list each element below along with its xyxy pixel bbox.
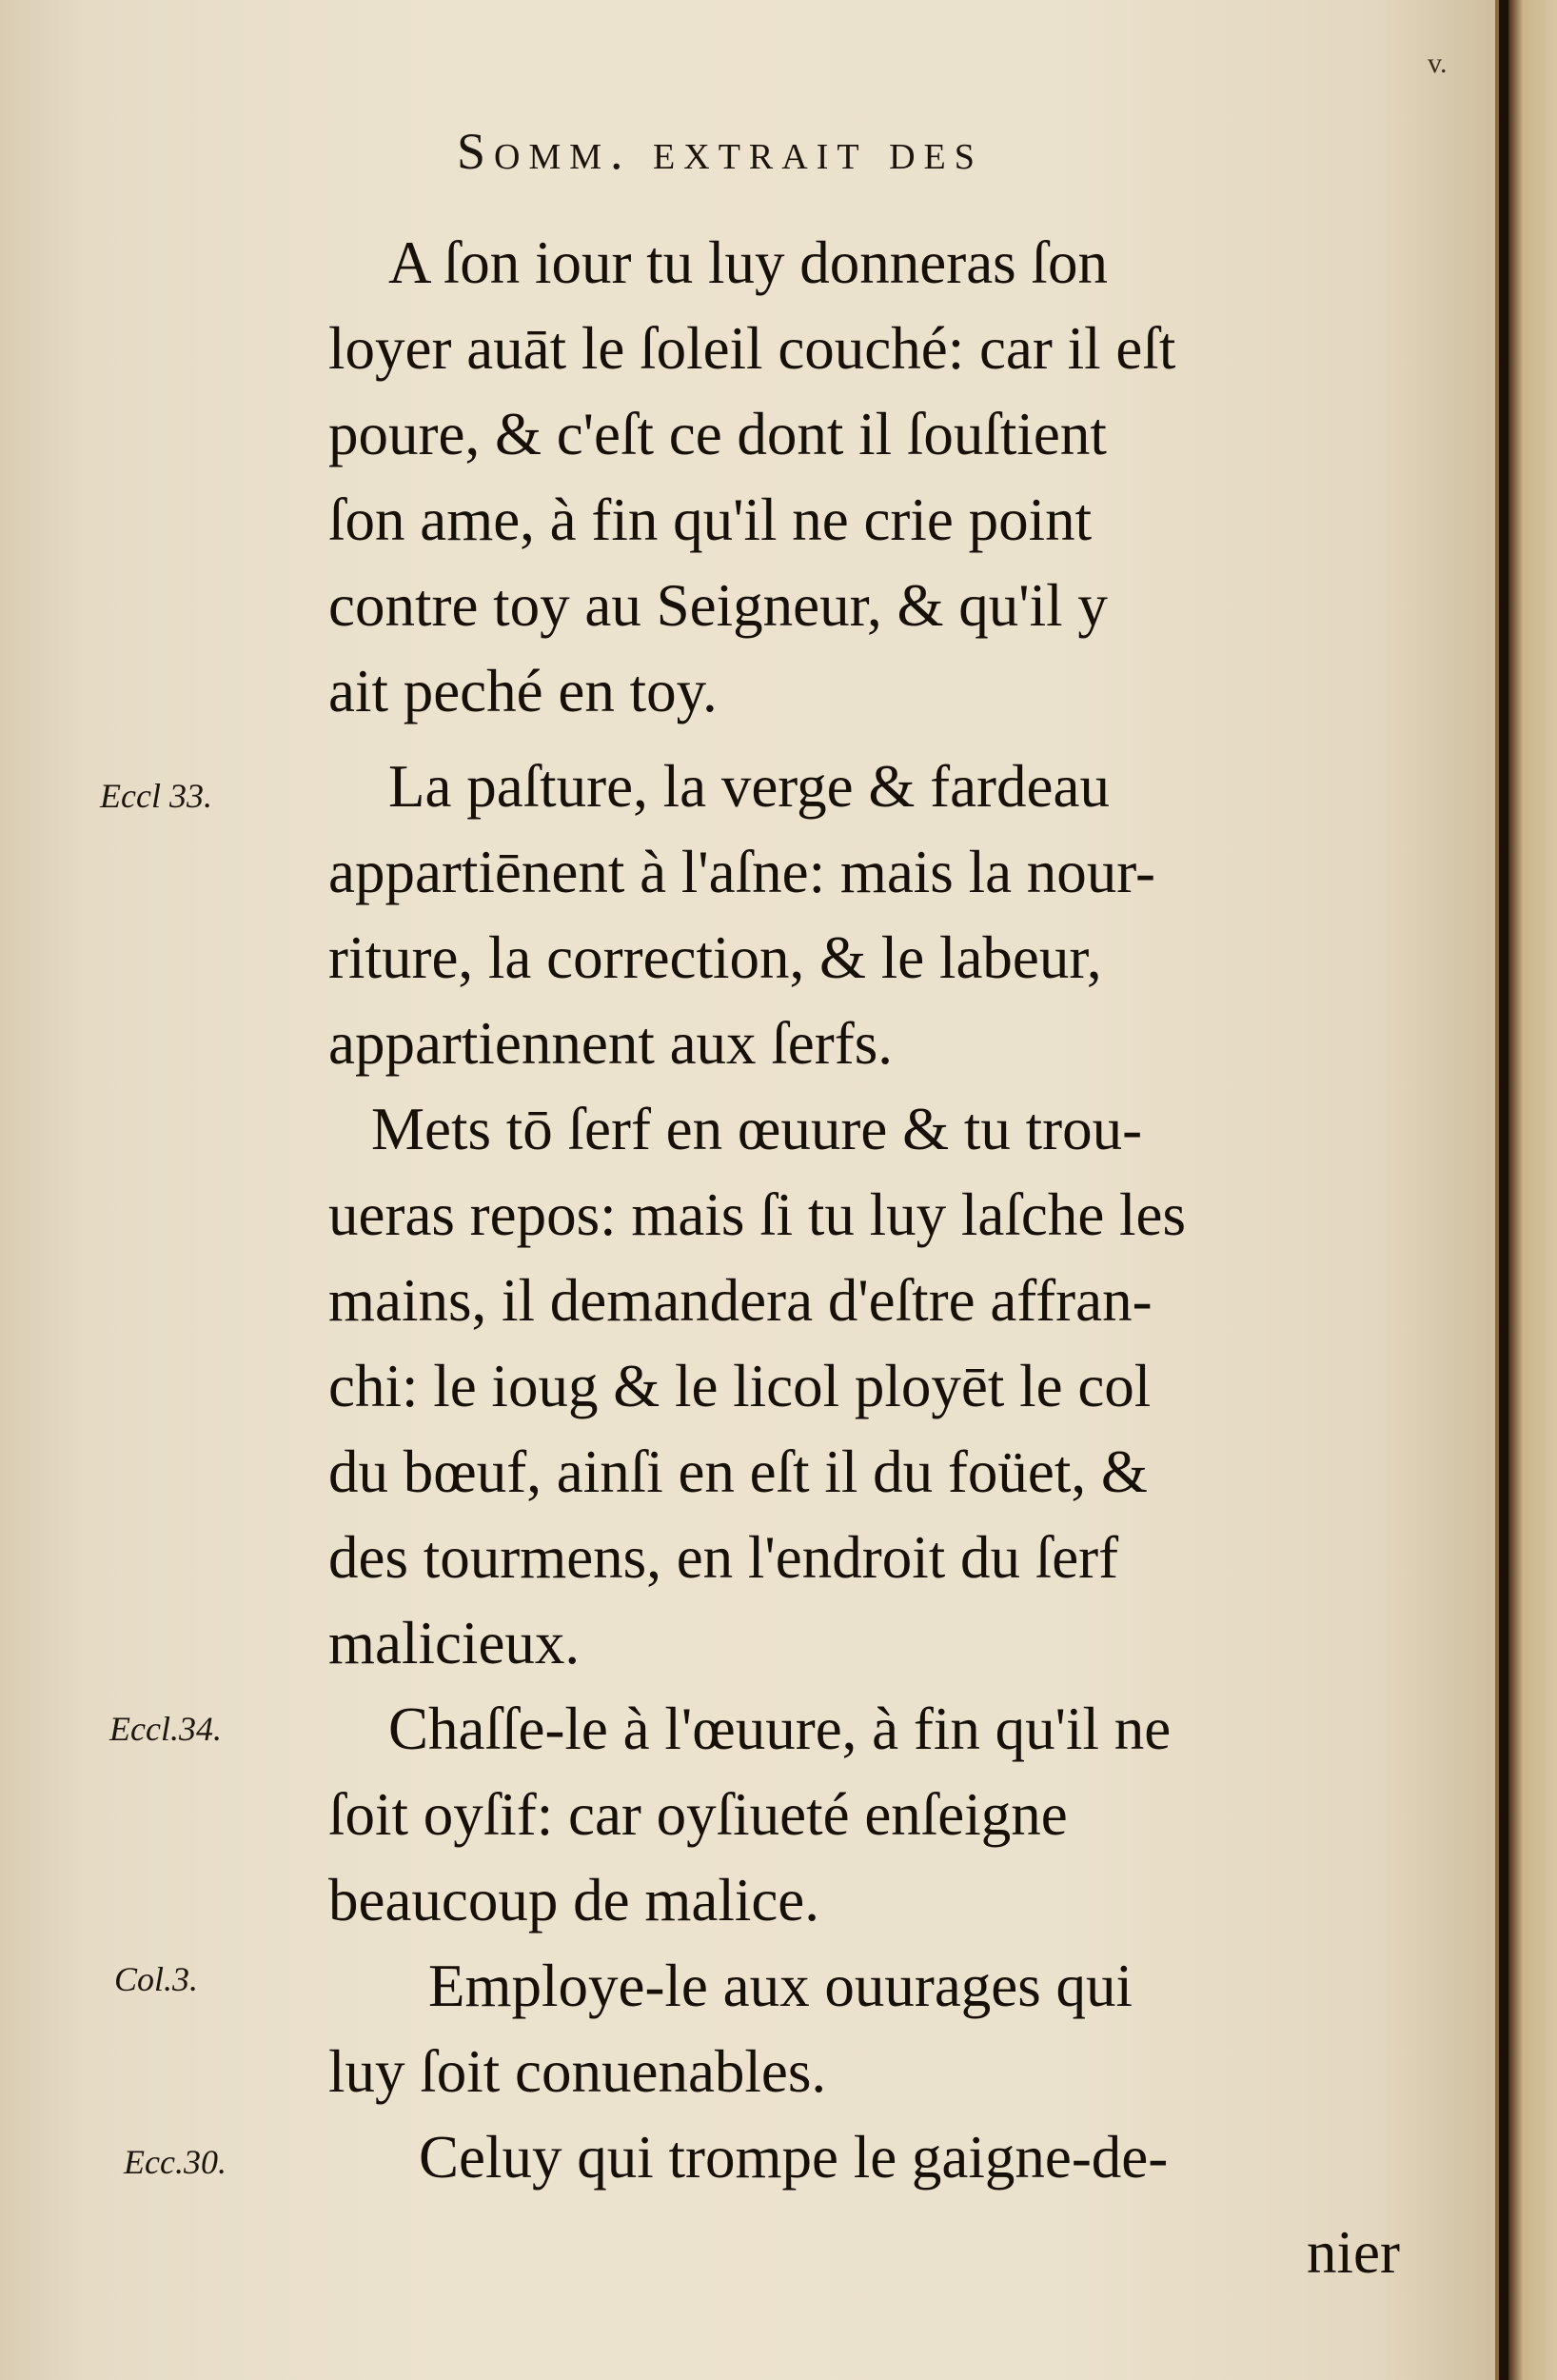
text-line-7: La paſture, la verge & fardeau <box>388 753 1110 820</box>
margin-note-ecc-30: Ecc.30. <box>124 2143 227 2181</box>
catchword: nier <box>1307 2219 1400 2286</box>
text-line-3: poure, & c'eſt ce dont il ſouſtient <box>328 401 1107 467</box>
text-line-2: loyer auāt le ſoleil couché: car il eſt <box>328 315 1176 382</box>
adjacent-page-edge <box>1508 0 1557 2380</box>
text-line-4: ſon ame, à fin qu'il ne crie point <box>328 486 1093 553</box>
text-line-10: appartiennent aux ſerfs. <box>328 1010 893 1077</box>
text-line-1: A ſon iour tu luy donneras ſon <box>388 229 1108 296</box>
corner-mark: v. <box>1428 48 1448 79</box>
text-line-19: ſoit oyſif: car oyſiueté enſeigne <box>328 1781 1068 1848</box>
text-line-8: appartiēnent à l'aſne: mais la nour- <box>328 839 1155 905</box>
text-line-9: riture, la correction, & le labeur, <box>328 924 1102 991</box>
text-line-11: Mets tō ſerf en œuure & tu trou- <box>371 1096 1143 1162</box>
running-title <box>457 122 983 181</box>
margin-note-eccl-34: Eccl.34. <box>109 1710 222 1748</box>
text-line-14: chi: le ioug & le licol ployēt le col <box>328 1353 1152 1419</box>
text-line-22: luy ſoit conuenables. <box>328 2038 827 2105</box>
text-line-12: ueras repos: mais ſi tu luy laſche les <box>328 1181 1187 1248</box>
margin-note-eccl-33: Eccl 33. <box>100 777 212 815</box>
text-line-5: contre toy au Seigneur, & qu'il y <box>328 572 1108 639</box>
text-line-6: ait peché en toy. <box>328 658 718 724</box>
text-line-16: des tourmens, en l'endroit du ſerf <box>328 1524 1119 1591</box>
running-title-text: Somm. extrait des <box>457 123 983 180</box>
text-line-13: mains, il demandera d'eſtre affran- <box>328 1267 1153 1334</box>
text-line-17: malicieux. <box>328 1610 581 1676</box>
margin-note-col-3: Col.3. <box>114 1960 199 1998</box>
text-line-15: du bœuf, ainſi en eſt il du foüet, & <box>328 1438 1148 1505</box>
text-line-20: beaucoup de malice. <box>328 1867 819 1934</box>
text-line-23: Celuy qui trompe le gaigne-de- <box>419 2124 1169 2191</box>
text-line-18: Chaſſe-le à l'œuure, à fin qu'il ne <box>388 1696 1172 1762</box>
text-line-21: Employe-le aux ouurages qui <box>428 1953 1133 2019</box>
